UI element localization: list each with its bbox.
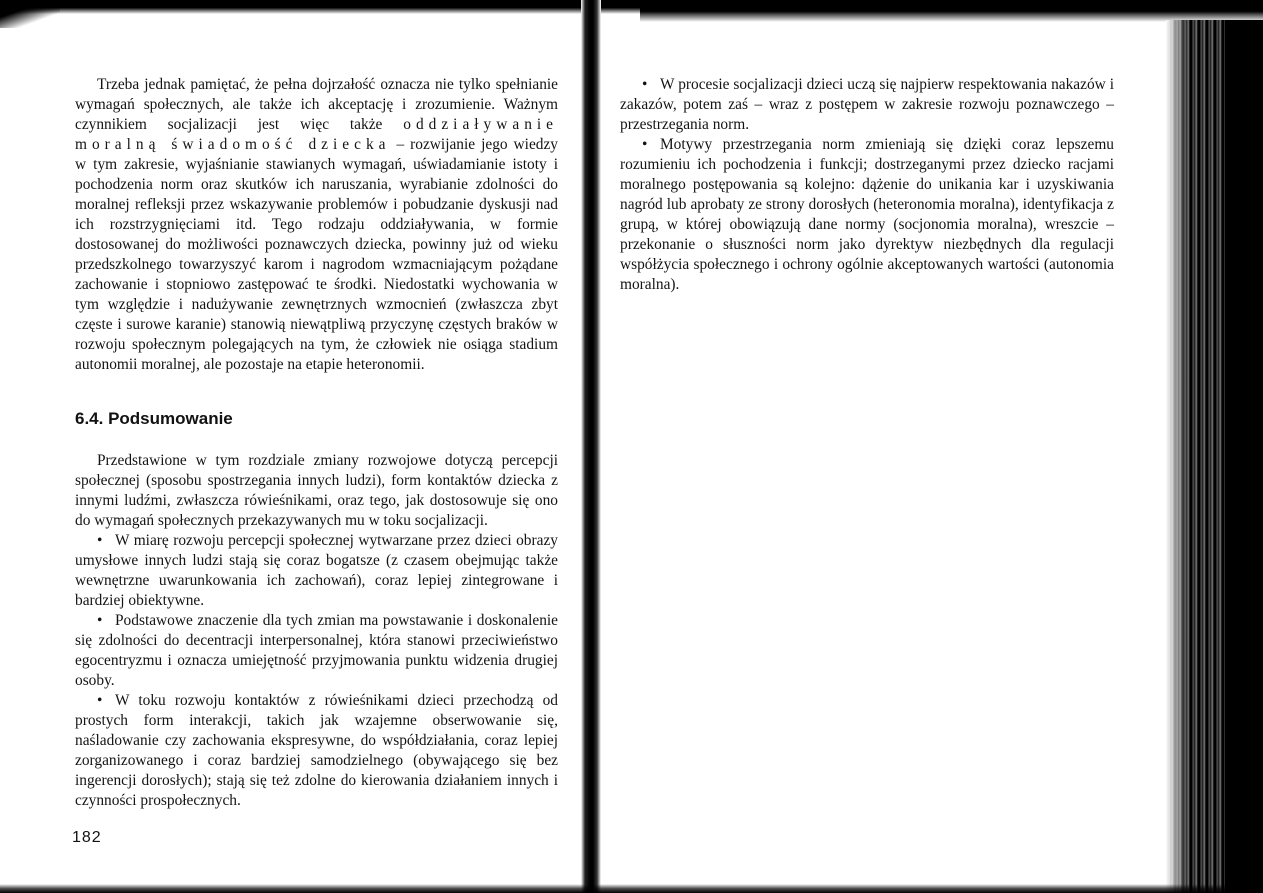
bullet-text: Podstawowe znaczenie dla tych zmian ma powstawanie i doskonalenie się zdolności do decentracji interpersonalnej, która stanowi przeciwieństwo egocentryzmu i oznacza umiejętność przyjmowania punktu widzenia drugiej osoby. — [75, 612, 558, 689]
intro-paragraph — [75, 75, 558, 375]
page-edges-fade — [1166, 20, 1188, 893]
bullet-icon: • — [97, 532, 103, 549]
book-spine — [581, 0, 601, 893]
bullet-item — [75, 611, 558, 691]
scan-top-right-shadow — [640, 0, 1263, 22]
bullet-icon: • — [97, 692, 103, 709]
scan-bottom-shadow — [0, 884, 1263, 893]
bullet-icon: • — [642, 76, 648, 93]
emphasized-phrase: oddziaływanie moralną świadomość dziecka — [75, 116, 558, 153]
bullet-item — [75, 691, 558, 811]
page-number: 182 — [72, 829, 102, 846]
bullet-item — [75, 531, 558, 611]
section-heading: 6.4. Podsumowanie — [75, 409, 233, 428]
scan-right-border — [1225, 20, 1263, 893]
bullet-item — [620, 135, 1114, 295]
intro-text-start: Trzeba jednak pamiętać, że pełna dojrzałość oznacza nie tylko spełnianie wymagań społecznych, ale także ich akceptację i zrozumienie. Ważnym czynnikiem socjalizacji jest więc także — [75, 76, 558, 133]
right-page — [620, 75, 1114, 295]
bullet-item — [620, 75, 1114, 135]
intro-text-end: – rozwijanie jego wiedzy w tym zakresie, wyjaśnianie stawianych wymagań, uświadamianie istoty i pochodzenia norm oraz skutków ich naruszania, wyrabianie zdolności do moralnej refleksji przez wskazywanie problemów i pobudzanie dyskusji nad ich rozstrzygnięciami itd. Tego rodzaju oddziaływania, w formie dostosowanej do możliwości poznawczych dziecka, powinny już od wieku przedszkolnego towarzyszyć karom i nagrodom wzmacniającym pożądane zachowanie i stopniowo zastępować te środki. Niedostatki wychowania w tym względzie i nadużywanie zewnętrznych wzmocnień (zwłaszcza zbyt częste i surowe karanie) stanowią niewątpliwą przyczynę częstych braków w rozwoju społecznym polegających na tym, że człowiek nie osiąga stadium autonomii moralnej, ale pozostaje na etapie heteronomii. — [75, 136, 559, 373]
scan-corner-shadow — [0, 0, 60, 28]
bullet-icon: • — [97, 612, 103, 629]
bullet-text: Motywy przestrzegania norm zmieniają się dzięki coraz lepszemu rozumieniu ich pochodzenia i funkcji; dostrzeganymi przez dziecko racjami moralnego postępowania są kolejno: dążenie do unikania kar i uzyskiwania nagród lub aprobaty ze strony dorosłych (heteronomia moralna), identyfikacja z grupą, w której obowiązują dane normy (socjonomia moralna), wreszcie – przekonanie o słuszności norm jako dyrektyw niezbędnych dla regulacji współżycia społecznego i ochrony ogólnie akceptowanych wartości (autonomia moralna). — [620, 136, 1114, 293]
left-page — [75, 75, 558, 811]
bullet-text: W miarę rozwoju percepcji społecznej wytwarzane przez dzieci obrazy umysłowe innych ludzi stają się coraz bogatsze (z czasem obejmując także wewnętrzne uwarunkowania ich zachowań), coraz lepiej zintegrowane i bardziej obiektywne. — [75, 532, 558, 609]
summary-paragraph: Przedstawione w tym rozdziale zmiany rozwojowe dotyczą percepcji społecznej (sposobu spostrzegania innych ludzi), form kontaktów dziecka z innymi ludźmi, zwłaszcza rówieśnikami, oraz tego, jak dostosowuje się ono do wymagań społecznych przekazywanych mu w toku socjalizacji. — [75, 452, 558, 529]
bullet-text: W toku rozwoju kontaktów z rówieśnikami dzieci przechodzą od prostych form interakcji, takich jak wzajemne obserwowanie się, naśladowanie czy zachowania ekspresywne, do współdziałania, coraz lepiej zorganizowanego i coraz bardziej samodzielnego (obywającego się bez ingerencji dorosłych); stają się też zdolne do kierowania działaniem innych i czynności prospołecznych. — [75, 692, 558, 809]
bullet-text: W procesie socjalizacji dzieci uczą się najpierw respektowania nakazów i zakazów, potem zaś – wraz z postępem w zakresie rozwoju poznawczego – przestrzegania norm. — [620, 76, 1114, 133]
bullet-icon: • — [642, 136, 648, 153]
